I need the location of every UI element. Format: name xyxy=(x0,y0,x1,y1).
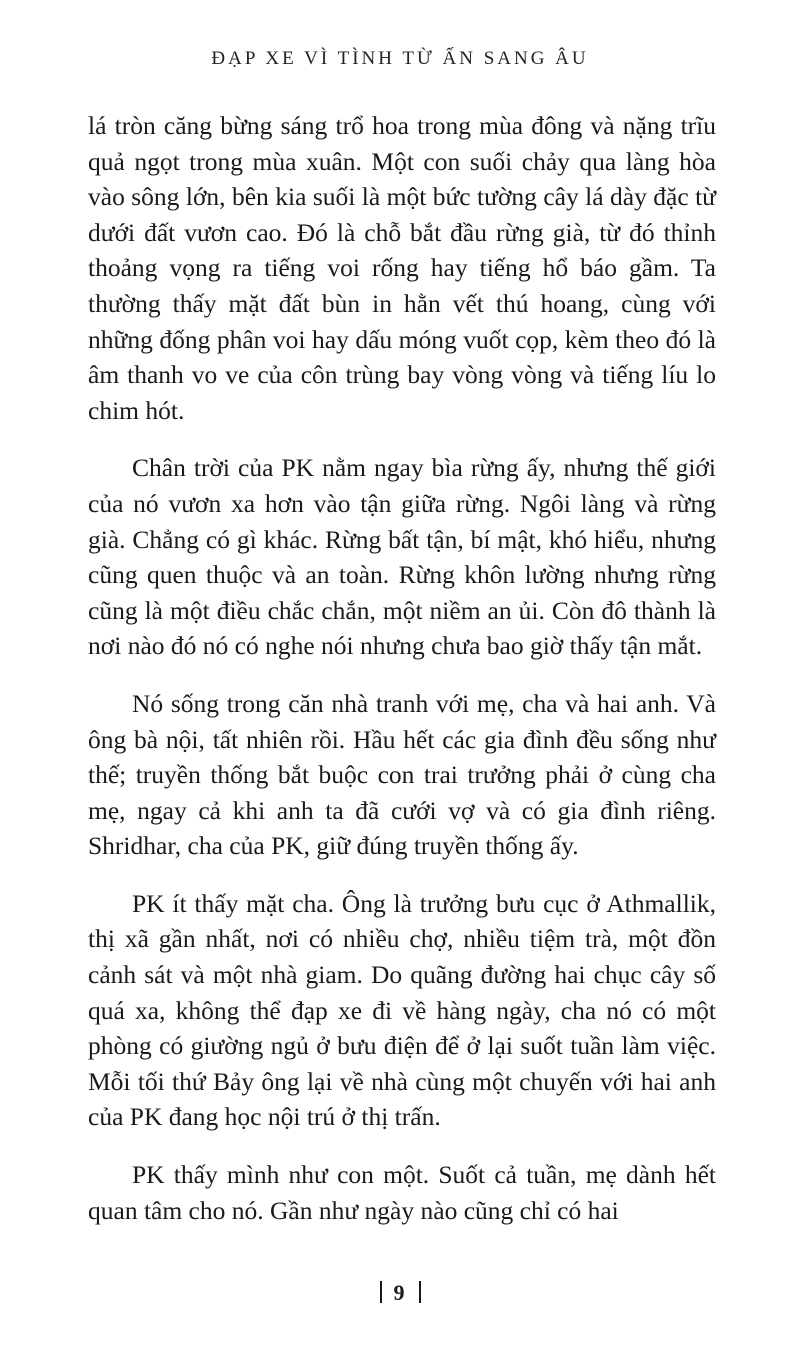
page-number: 9 xyxy=(393,1280,407,1305)
paragraph-4: PK ít thấy mặt cha. Ông là trưởng bưu cục ở Athmallik, thị xã gần nhất, nơi có nhiều chợ, nhiều tiệm trà, một đồn cảnh sát và một nhà giam. Do quãng đường hai chục cây số quá xa, không thể đạp xe đi về hàng ngày, cha nó có một phòng có giường ngủ ở bưu điện để ở lại suốt tuần làm việc. Mỗi tối thứ Bảy ông lại về nhà cùng một chuyến với hai anh của PK đang học nội trú ở thị trấn. xyxy=(88,888,716,1132)
paragraph-2: Chân trời của PK nằm ngay bìa rừng ấy, nhưng thế giới của nó vươn xa hơn vào tận giữa rừng. Ngôi làng và rừng già. Chẳng có gì khác. Rừng bất tận, bí mật, khó hiểu, nhưng cũng quen thuộc và an toàn. Rừng khôn lường nhưng rừng cũng là một điều chắc chắn, một niềm an ủi. Còn đô thành là nơi nào đó nó có nghe nói nhưng chưa bao giờ thấy tận mắt. xyxy=(88,453,716,661)
body-text xyxy=(88,108,716,1250)
paragraph-5: PK thấy mình như con một. Suốt cả tuần, mẹ dành hết quan tâm cho nó. Gần như ngày nào cũng chỉ có hai xyxy=(88,1160,716,1225)
running-header: ĐẠP XE VÌ TÌNH TỪ ẤN SANG ÂU xyxy=(211,48,589,69)
folio-bar-left xyxy=(380,1281,382,1303)
page-number-footer xyxy=(0,1280,800,1306)
paragraph-3: Nó sống trong căn nhà tranh với mẹ, cha và hai anh. Và ông bà nội, tất nhiên rồi. Hầu hết các gia đình đều sống như thế; truyền thống bắt buộc con trai trưởng phải ở cùng cha mẹ, ngay cả khi anh ta đã cưới vợ và có gia đình riêng. Shridhar, cha của PK, giữ đúng truyền thống ấy. xyxy=(88,688,716,861)
folio-bar-right xyxy=(419,1281,421,1303)
paragraph-1: lá tròn căng bừng sáng trổ hoa trong mùa đông và nặng trĩu quả ngọt trong mùa xuân. Một con suối chảy qua làng hòa vào sông lớn, bên kia suối là một bức tường cây lá dày đặc từ dưới đất vươn cao. Đó là chỗ bắt đầu rừng già, từ đó thỉnh thoảng vọng ra tiếng voi rống hay tiếng hổ báo gầm. Ta thường thấy mặt đất bùn in hằn vết thú hoang, cùng với những đống phân voi hay dấu móng vuốt cọp, kèm theo đó là âm thanh vo ve của côn trùng bay vòng vòng và tiếng líu lo chim hót. xyxy=(88,111,716,425)
